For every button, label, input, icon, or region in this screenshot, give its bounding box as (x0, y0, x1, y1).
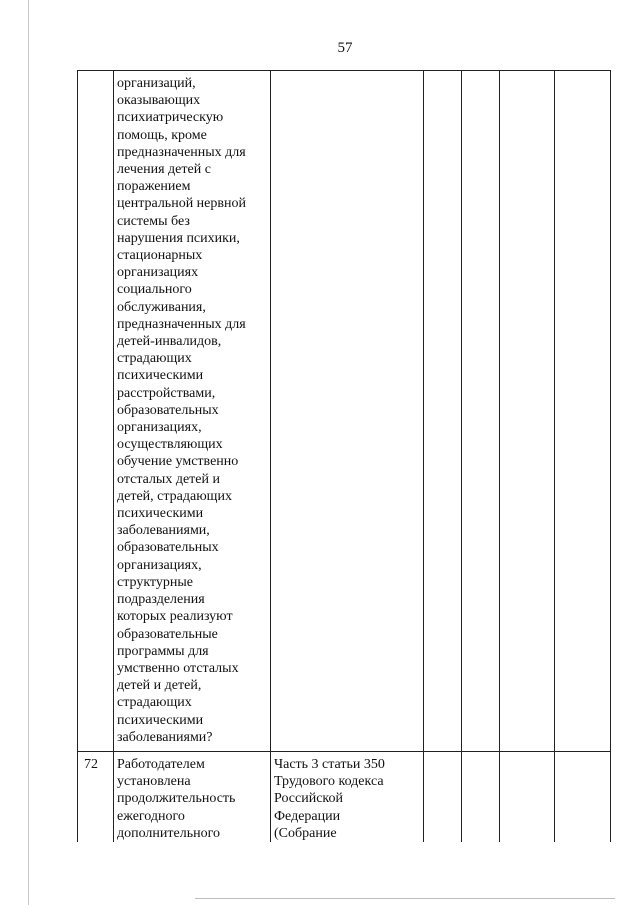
row-number-cell: 72 (78, 752, 114, 843)
table-row (78, 752, 611, 843)
checklist-table (77, 70, 611, 842)
requirement-cell: Работодателем установлена продолжительность ежегодного дополнительного (114, 752, 271, 843)
answer-cell-no (462, 71, 500, 752)
requirement-cell: организаций, оказывающих психиатрическую помощь, кроме предназначенных для лечения детей с поражением центральной нервной системы без нарушения психики, стационарных организациях социального обслуживания, предназначенных для детей-инвалидов, страдающих психическими расстройствами, образовательных организациях, осуществляющих обучение умственно отсталых детей и детей, страдающих психическими заболеваниями, образовательных организациях, структурные подразделения которых реализуют образовательные программы для умственно отсталых детей и детей, страдающих психическими заболеваниями? (114, 71, 271, 752)
answer-cell-na (500, 752, 555, 843)
scan-edge-line (28, 0, 29, 905)
row-number-cell (78, 71, 114, 752)
legal-reference-cell: Часть 3 статьи 350 Трудового кодекса Российской Федерации (Собрание (271, 752, 424, 843)
answer-cell-yes (424, 71, 462, 752)
page-number: 57 (337, 40, 353, 56)
answer-cell-na (500, 71, 555, 752)
legal-reference-cell (271, 71, 424, 752)
notes-cell (555, 752, 611, 843)
table-row (78, 71, 611, 752)
scan-edge-line (195, 898, 615, 899)
answer-cell-yes (424, 752, 462, 843)
notes-cell (555, 71, 611, 752)
answer-cell-no (462, 752, 500, 843)
